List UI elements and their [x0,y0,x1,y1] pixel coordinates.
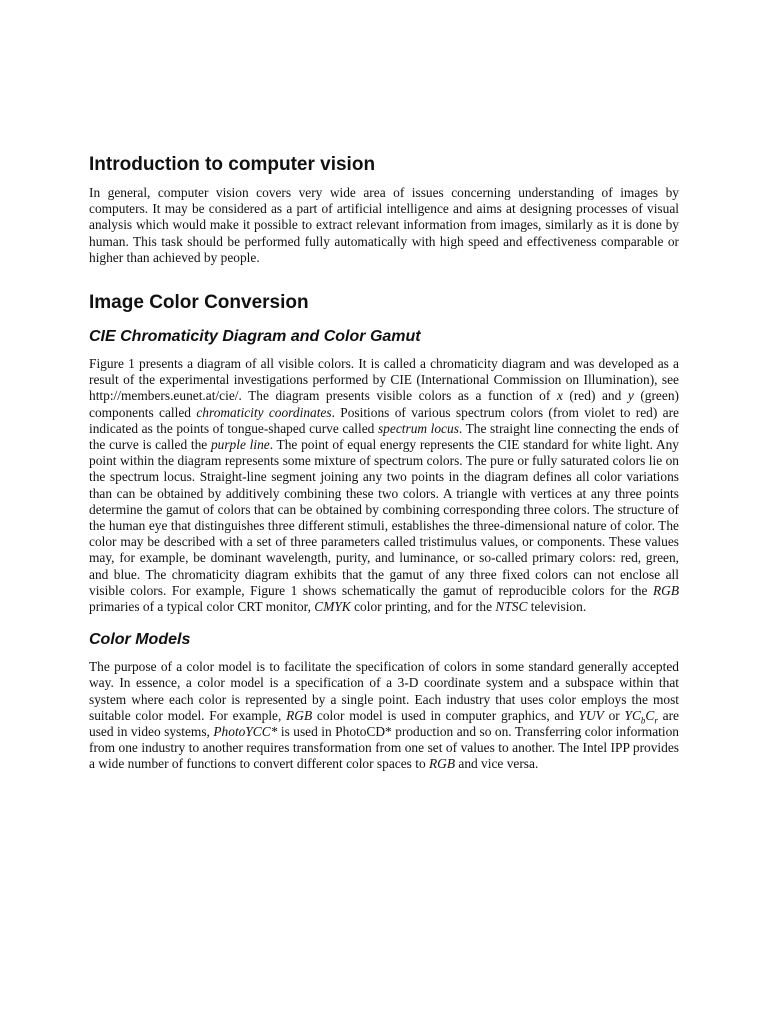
text-span: color model is used in computer graphics, and [312,707,579,723]
text-span: and vice versa. [455,756,539,772]
term-cmyk: CMYK [314,599,351,615]
document-page [89,152,679,773]
section-heading-color-conversion: Image Color Conversion [89,292,309,314]
term-x: x [556,388,563,404]
text-span: is used in PhotoCD* production and so on. Transferring color information from one industry to another requires transformation from one set of values to another. The Intel IPP provides a wide number of functions to convert different color spaces to [89,724,679,772]
ycbcr-yc: YC [624,707,641,723]
term-rgb-2: RGB [429,756,456,772]
ycbcr-c: C [645,707,655,723]
term-purple-line: purple line [210,437,270,453]
text-span: or [603,707,625,723]
term-spectrum-locus: spectrum locus [377,420,459,436]
ycbcr-r-subscript: r [654,715,658,726]
text-span: television. [527,599,587,615]
color-models-paragraph [89,659,679,772]
cie-paragraph [89,356,679,615]
text-span: color printing, and for the [350,599,496,615]
text-span: . Positions of various spectrum colors (from violet to red) are indicated as the points of tongue-shaped curve called [89,404,680,436]
term-ntsc: NTSC [495,599,528,615]
term-ycbcr [624,707,658,726]
term-chromaticity-coordinates: chromaticity coordinates [196,404,332,420]
text-span: are used in video systems, [89,707,679,740]
term-rgb: RGB [652,582,679,598]
term-y: y [627,388,634,404]
text-span: Figure 1 presents a diagram of all visible colors. It is called a chromaticity diagram and was developed as a result of the experimental investigations performed by CIE (International Commission on Illumination), see http://members.eunet.at/cie/. The diagram presents visible colors as a function of [89,356,679,404]
text-span: . The straight line connecting the ends of the curve is called the [89,420,679,453]
section-heading-intro: Introduction to computer vision [89,154,376,175]
text-span: . The point of equal energy represents the CIE standard for white light. Any point within the diagram represents some mixture of spectrum colors. The pure or fully saturated colors lie on the spectrum locus. Straight-line segment joining any two points in the diagram defines all color variations than can be obtained by additively combining these two colors. A triangle with vertices at any three points determine the gamut of colors that can be obtained by combining corresponding three colors. The structure of the human eye that distinguishes three different stimuli, establishes the three-dimensional nature of color. The color may be described with a set of three parameters called tristimulus values, or components. These values may, for example, be dominant wavelength, purity, and luminance, or so-called primary colors: red, green, and blue. The chromaticity diagram exhibits that the gamut of any three fixed colors can not enclose all visible colors. For example, Figure 1 shows schematically the gamut of reproducible colors for the [89,437,680,598]
text-span: (green) components called [89,388,679,420]
intro-paragraph: In general, computer vision covers very wide area of issues concerning understanding of images by computers. It may be considered as a part of artificial intelligence and aims at designing processes of visual analysis which would make it possible to extract relevant information from images, similarly as it is done by human. This task should be performed fully automatically with high speed and effectiveness comparable or higher than achieved by people. [89,185,679,265]
term-rgb: RGB [286,707,313,723]
term-yuv: YUV [578,707,604,723]
ycbcr-b-subscript: b [640,715,646,726]
subsection-heading-cie: CIE Chromaticity Diagram and Color Gamut [89,328,421,346]
term-photoycc: PhotoYCC* [213,724,278,740]
text-span: (red) and [562,388,628,404]
subsection-heading-color-models: Color Models [89,631,191,649]
text-span: The purpose of a color model is to facilitate the specification of colors in some standard generally accepted way. In essence, a color model is a specification of a 3-D coordinate system and a subspace within that system where each color is represented by a single point. Each industry that uses color employs the most suitable color model. For example, [89,659,679,723]
text-span: primaries of a typical color CRT monitor, [89,599,315,615]
